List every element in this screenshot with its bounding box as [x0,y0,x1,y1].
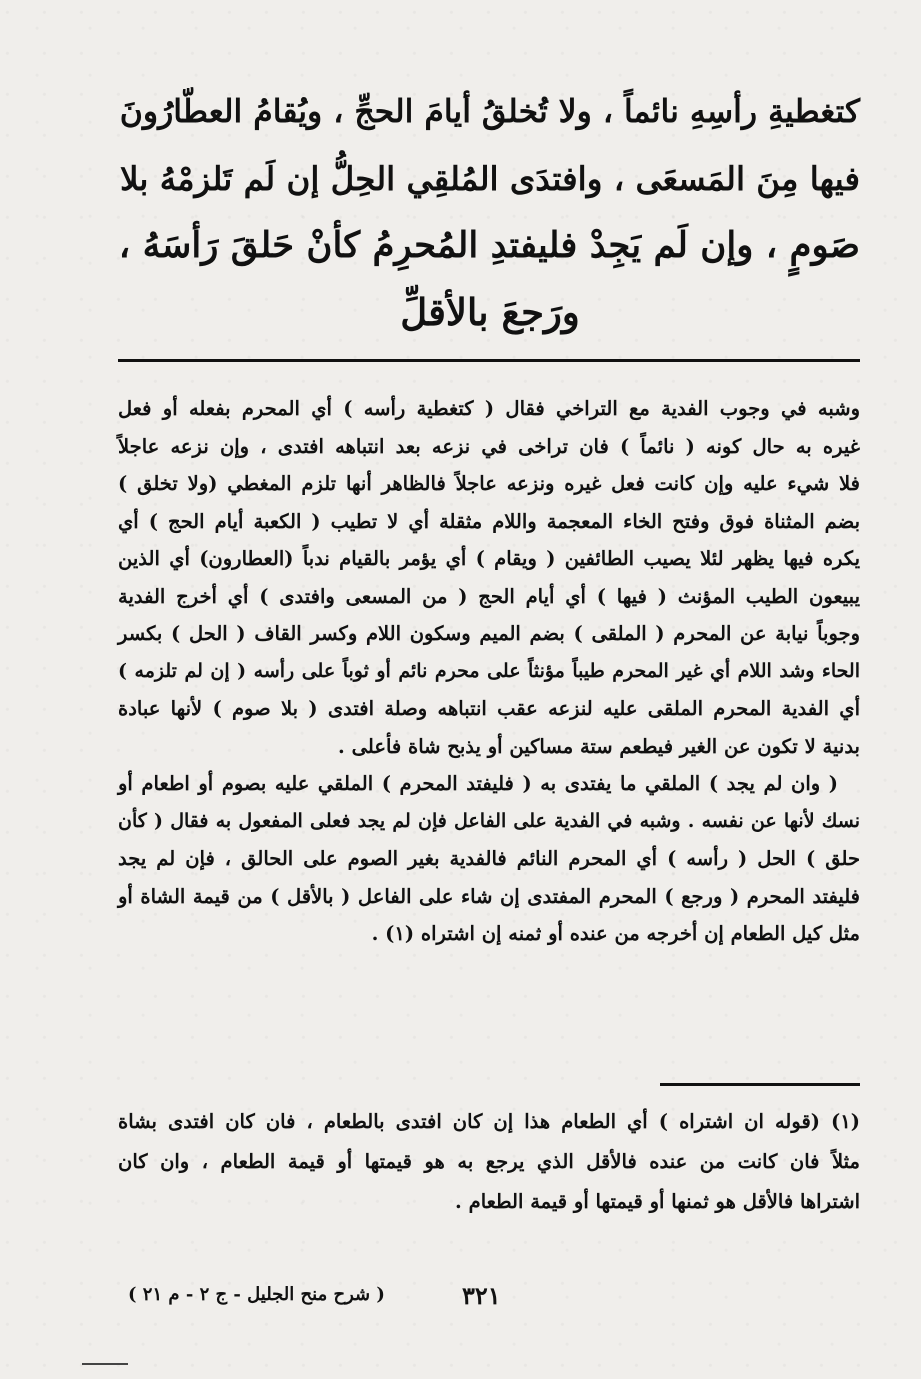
commentary-line: حلق ) الحل ( رأسه ) أي المحرم النائم فالفدية بغير الصوم على الحالق ، فإن لم يجد [118,847,860,870]
commentary-line: وجوباً نيابة عن المحرم ( الملقى ) بضم الميم وسكون اللام وكسر القاف ( الحل ) بكسر [118,622,860,645]
commentary-line: فلا شيء عليه وإن كانت فعل غيره ونزعه عاجلاً فالظاهر أنها تلزم المغطي (ولا تخلق ) [118,472,860,495]
verse-line: ورَجعَ بالأقلِّ [400,290,580,334]
commentary-line: فليفتد المحرم ( ورجع ) المحرم المفتدى إن شاء على الفاعل ( بالأقل ) من قيمة الشاة أو [118,884,860,908]
commentary-line: مثل كيل الطعام إن أخرجه من عنده أو ثمنه إن اشتراه (١) . [371,922,860,945]
signature-mark: ( شرح منح الجليل - ج ٢ - م ٢١ ) [128,1284,385,1305]
verse-line: صَومٍ ، وإن لَم يَجِدْ فليفتدِ المُحرِمُ كأنْ حَلقَ رَأسَهُ ، [118,225,860,266]
footnote-line: (١) (قوله ان اشتراه ) أي الطعام هذا إن كان افتدى بالطعام ، فان كان افتدى بشاة [118,1110,860,1133]
commentary-line: ( وان لم يجد ) الملقي ما يفتدى به ( فليفتد المحرم ) الملقي عليه بصوم أو اطعام أو [118,772,838,795]
commentary-line: بضم المثناة فوق وفتح الخاء المعجمة واللام مثقلة أي لا تطيب ( الكعبة أيام الحج ) أي [118,509,860,533]
footnote-text [118,1102,860,1222]
commentary-line: يبيعون الطيب المؤنث ( فيها ) أي أيام الحج ( من المسعى وافتدى ) أي أخرج الفدية [118,584,860,608]
commentary-line: نسك لأنها عن نفسه . وشبه في الفدية على الفاعل فإن لم يجد فعلى المفعول به فقال ( كأن [118,809,860,832]
commentary-line: يكره فيها يظهر لئلا يصيب الطائفين ( ويقام ) أي يؤمر بالقيام ندباً (العطارون) أي الذين [118,547,860,570]
commentary-line: الحاء وشد اللام أي غير المحرم طيباً مؤنثاً على محرم نائم أو ثوباً على رأسه ( إن لم تلزمه ) [118,659,860,682]
commentary-text [118,390,860,953]
verse-text [120,78,860,346]
separator-rule [118,359,860,362]
verse-line: كتغطيةِ رأسِهِ نائماً ، ولا تُخلقُ أيامَ الحجِّ ، ويُقامُ العطّارُونَ [119,93,860,130]
commentary-line: غيره به حال كونه ( نائماً ) فان تراخى في نزعه بعد انتباهه افتدى ، وإن نزعه عاجلاً [118,434,860,458]
commentary-line: أي الفدية المحرم الملقى عليه لنزعه عقب انتباهه وصلة افتدى ( بلا صوم ) لأنها عبادة [118,697,860,720]
footnote-line: اشتراها فالأقل هو ثمنها أو قيمتها أو قيمة الطعام . [455,1190,860,1213]
commentary-line: وشبه في وجوب الفدية مع التراخي فقال ( كتغطية رأسه ) أي المحرم بفعله أو فعل [118,397,860,420]
commentary-line: بدنية لا تكون عن الغير فيطعم ستة مساكين أو يذبح شاة فأعلى . [338,734,860,758]
footnote-line: مثلاً فان كانت من عنده فالأقل الذي يرجع به هو قيمتها أو قيمة الطعام ، وان كان [118,1150,860,1173]
page-number: ٣٢١ [462,1281,501,1310]
scan-artifact-line [82,1363,128,1365]
verse-line: فيها مِنَ المَسعَى ، وافتدَى المُلقِي الحِلُّ إن لَم تَلزمْهُ بلا [119,159,860,198]
footnote-separator [660,1083,860,1086]
